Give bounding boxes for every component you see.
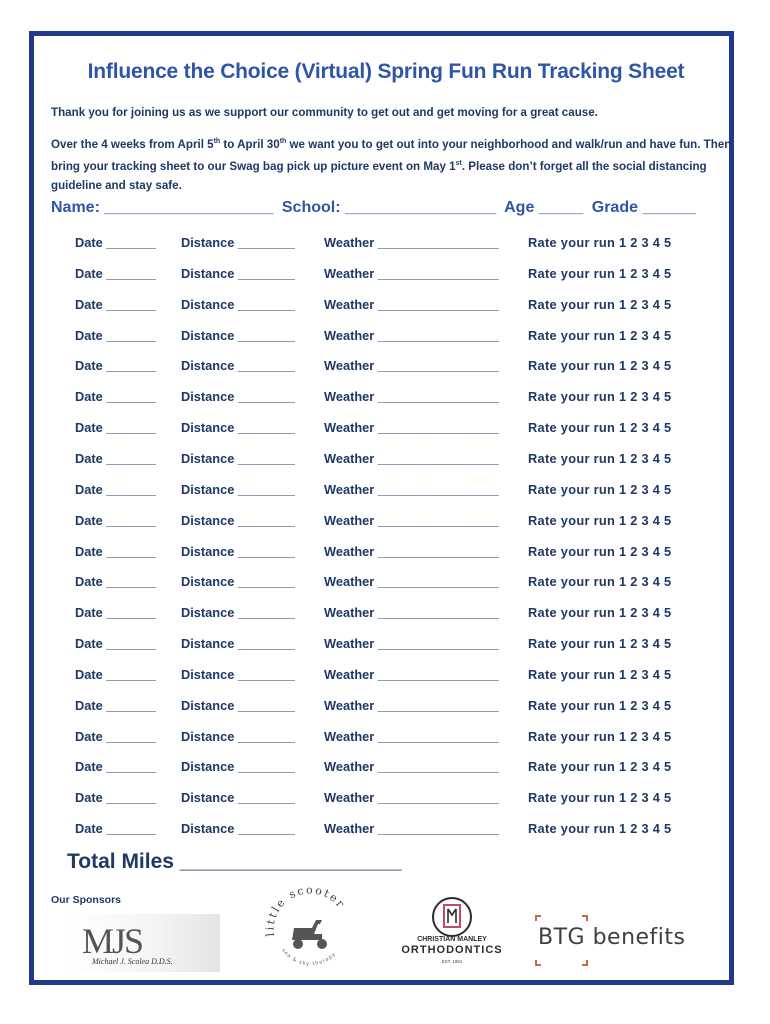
rate-run-field[interactable]: Rate your run 1 2 3 4 5 — [528, 636, 672, 652]
date-field[interactable]: Date _______ — [75, 697, 157, 713]
distance-field[interactable]: Distance ________ — [181, 235, 295, 250]
date-field[interactable]: Date _______ — [75, 543, 157, 559]
log-row — [75, 297, 715, 317]
rate-run-field[interactable]: Rate your run 1 2 3 4 5 — [528, 728, 672, 744]
log-row — [75, 266, 715, 286]
date-field[interactable]: Date _______ — [75, 389, 157, 405]
log-row — [75, 667, 715, 687]
rate-run-field[interactable]: Rate your run 1 2 3 4 5 — [528, 759, 672, 775]
date-field[interactable]: Date _______ — [75, 821, 157, 837]
distance-field[interactable]: Distance ________ — [181, 821, 295, 837]
distance-field[interactable]: Distance ________ — [181, 420, 295, 436]
log-row — [75, 821, 715, 841]
rate-run-field[interactable]: Rate your run 1 2 3 4 5 — [528, 327, 672, 343]
log-row — [75, 235, 715, 255]
svg-text:sea & sky therapy: sea & sky therapy — [280, 947, 338, 968]
log-row — [75, 358, 715, 378]
name-field[interactable]: Name: ___________________ — [51, 199, 274, 216]
christian-manley-logo — [393, 893, 513, 969]
log-row — [75, 574, 715, 594]
date-field[interactable]: Date _______ — [75, 790, 157, 806]
distance-field[interactable]: Distance ________ — [181, 790, 295, 806]
weather-field[interactable]: Weather _________________ — [324, 235, 499, 250]
weather-field[interactable]: Weather _________________ — [324, 636, 499, 652]
rate-run-field[interactable]: Rate your run 1 2 3 4 5 — [528, 481, 672, 497]
log-row — [75, 420, 715, 440]
page-title: Influence the Choice (Virtual) Spring Fun Run Tracking Sheet — [87, 60, 685, 83]
rate-run-field[interactable]: Rate your run 1 2 3 4 5 — [528, 389, 672, 405]
weather-field[interactable]: Weather _________________ — [324, 450, 499, 466]
weather-field[interactable]: Weather _________________ — [324, 296, 499, 312]
rate-run-field[interactable]: Rate your run 1 2 3 4 5 — [528, 296, 672, 312]
weather-field[interactable]: Weather _________________ — [324, 666, 499, 682]
date-field[interactable]: Date _______ — [75, 759, 157, 775]
date-field[interactable]: Date _______ — [75, 636, 157, 652]
rate-run-field[interactable]: Rate your run 1 2 3 4 5 — [528, 450, 672, 466]
rate-run-field[interactable]: Rate your run 1 2 3 4 5 — [528, 666, 672, 682]
weather-field[interactable]: Weather _________________ — [324, 759, 499, 775]
distance-field[interactable]: Distance ________ — [181, 481, 295, 497]
date-field[interactable]: Date _______ — [75, 450, 157, 466]
weather-field[interactable]: Weather _________________ — [324, 358, 499, 374]
svg-text:little scooter: little scooter — [263, 884, 349, 937]
distance-field[interactable]: Distance ________ — [181, 265, 295, 281]
scooter-icon — [292, 920, 327, 949]
date-field[interactable]: Date _______ — [75, 574, 157, 590]
svg-text:CHRISTIAN MANLEY: CHRISTIAN MANLEY — [417, 936, 487, 943]
weather-field[interactable]: Weather _________________ — [324, 481, 499, 497]
distance-field[interactable]: Distance ________ — [181, 728, 295, 744]
weather-field[interactable]: Weather _________________ — [324, 605, 499, 621]
mjs-logo: MJS Michael J. Scolea D.D.S. — [68, 914, 220, 972]
date-field[interactable]: Date _______ — [75, 296, 157, 312]
age-field[interactable]: Age _____ — [504, 199, 584, 216]
weather-field[interactable]: Weather _________________ — [324, 512, 499, 528]
rate-run-field[interactable]: Rate your run 1 2 3 4 5 — [528, 543, 672, 559]
intro-thanks: Thank you for joining us as we support our community to get out and get moving for a great cause. — [51, 106, 598, 119]
log-row — [75, 698, 715, 718]
log-row — [75, 389, 715, 409]
rate-run-field[interactable]: Rate your run 1 2 3 4 5 — [528, 697, 672, 713]
svg-text:ORTHODONTICS: ORTHODONTICS — [401, 944, 503, 956]
rate-run-field[interactable]: Rate your run 1 2 3 4 5 — [528, 420, 672, 436]
rate-run-field[interactable]: Rate your run 1 2 3 4 5 — [528, 235, 672, 250]
grade-field[interactable]: Grade ______ — [591, 199, 696, 216]
log-row — [75, 759, 715, 779]
weather-field[interactable]: Weather _________________ — [324, 543, 499, 559]
distance-field[interactable]: Distance ________ — [181, 605, 295, 621]
log-row — [75, 729, 715, 749]
date-field[interactable]: Date _______ — [75, 265, 157, 281]
date-field[interactable]: Date _______ — [75, 728, 157, 744]
rate-run-field[interactable]: Rate your run 1 2 3 4 5 — [528, 265, 672, 281]
date-field[interactable]: Date _______ — [75, 420, 157, 436]
log-row — [75, 328, 715, 348]
log-row — [75, 513, 715, 533]
rate-run-field[interactable]: Rate your run 1 2 3 4 5 — [528, 821, 672, 837]
distance-field[interactable]: Distance ________ — [181, 636, 295, 652]
weather-field[interactable]: Weather _________________ — [324, 420, 499, 436]
distance-field[interactable]: Distance ________ — [181, 327, 295, 343]
log-row — [75, 482, 715, 502]
btg-benefits-logo: BTG benefits — [534, 915, 714, 967]
weather-field[interactable]: Weather _________________ — [324, 697, 499, 713]
log-row — [75, 636, 715, 656]
rate-run-field[interactable]: Rate your run 1 2 3 4 5 — [528, 790, 672, 806]
date-field[interactable]: Date _______ — [75, 605, 157, 621]
weather-field[interactable]: Weather _________________ — [324, 790, 499, 806]
date-field[interactable]: Date _______ — [75, 481, 157, 497]
weather-field[interactable]: Weather _________________ — [324, 728, 499, 744]
rate-run-field[interactable]: Rate your run 1 2 3 4 5 — [528, 574, 672, 590]
distance-field[interactable]: Distance ________ — [181, 543, 295, 559]
weather-field[interactable]: Weather _________________ — [324, 327, 499, 343]
distance-field[interactable]: Distance ________ — [181, 759, 295, 775]
date-field[interactable]: Date _______ — [75, 666, 157, 682]
weather-field[interactable]: Weather _________________ — [324, 574, 499, 590]
weather-field[interactable]: Weather _________________ — [324, 389, 499, 405]
log-row — [75, 605, 715, 625]
sponsors-label: Our Sponsors — [51, 894, 122, 906]
distance-field[interactable]: Distance ________ — [181, 358, 295, 374]
rate-run-field[interactable]: Rate your run 1 2 3 4 5 — [528, 605, 672, 621]
distance-field[interactable]: Distance ________ — [181, 450, 295, 466]
distance-field[interactable]: Distance ________ — [181, 389, 295, 405]
school-field[interactable]: School: _________________ — [281, 199, 497, 216]
log-row — [75, 790, 715, 810]
rate-run-field[interactable]: Rate your run 1 2 3 4 5 — [528, 358, 672, 374]
intro-instructions: Over the 4 weeks from April 5th to April 30th we want you to get out into your neighborhood and walk/run and have fun. Then bring your tracking sheet to our Swag bag pick up picture event on May 1st. Please don’t forget all the social distancing guideline and stay safe. — [51, 137, 732, 192]
weather-field[interactable]: Weather _________________ — [324, 821, 499, 837]
date-field[interactable]: Date _______ — [75, 327, 157, 343]
date-field[interactable]: Date _______ — [75, 235, 157, 250]
distance-field[interactable]: Distance ________ — [181, 512, 295, 528]
date-field[interactable]: Date _______ — [75, 358, 157, 374]
distance-field[interactable]: Distance ________ — [181, 296, 295, 312]
rate-run-field[interactable]: Rate your run 1 2 3 4 5 — [528, 512, 672, 528]
distance-field[interactable]: Distance ________ — [181, 697, 295, 713]
date-field[interactable]: Date _______ — [75, 512, 157, 528]
log-row — [75, 544, 715, 564]
participant-fields — [51, 199, 721, 217]
total-miles-field[interactable]: Total Miles ___________________ — [67, 850, 402, 873]
little-scooter-logo — [262, 884, 354, 972]
log-row — [75, 451, 715, 471]
svg-text:EST. 1991: EST. 1991 — [441, 959, 463, 964]
distance-field[interactable]: Distance ________ — [181, 574, 295, 590]
weather-field[interactable]: Weather _________________ — [324, 265, 499, 281]
distance-field[interactable]: Distance ________ — [181, 666, 295, 682]
